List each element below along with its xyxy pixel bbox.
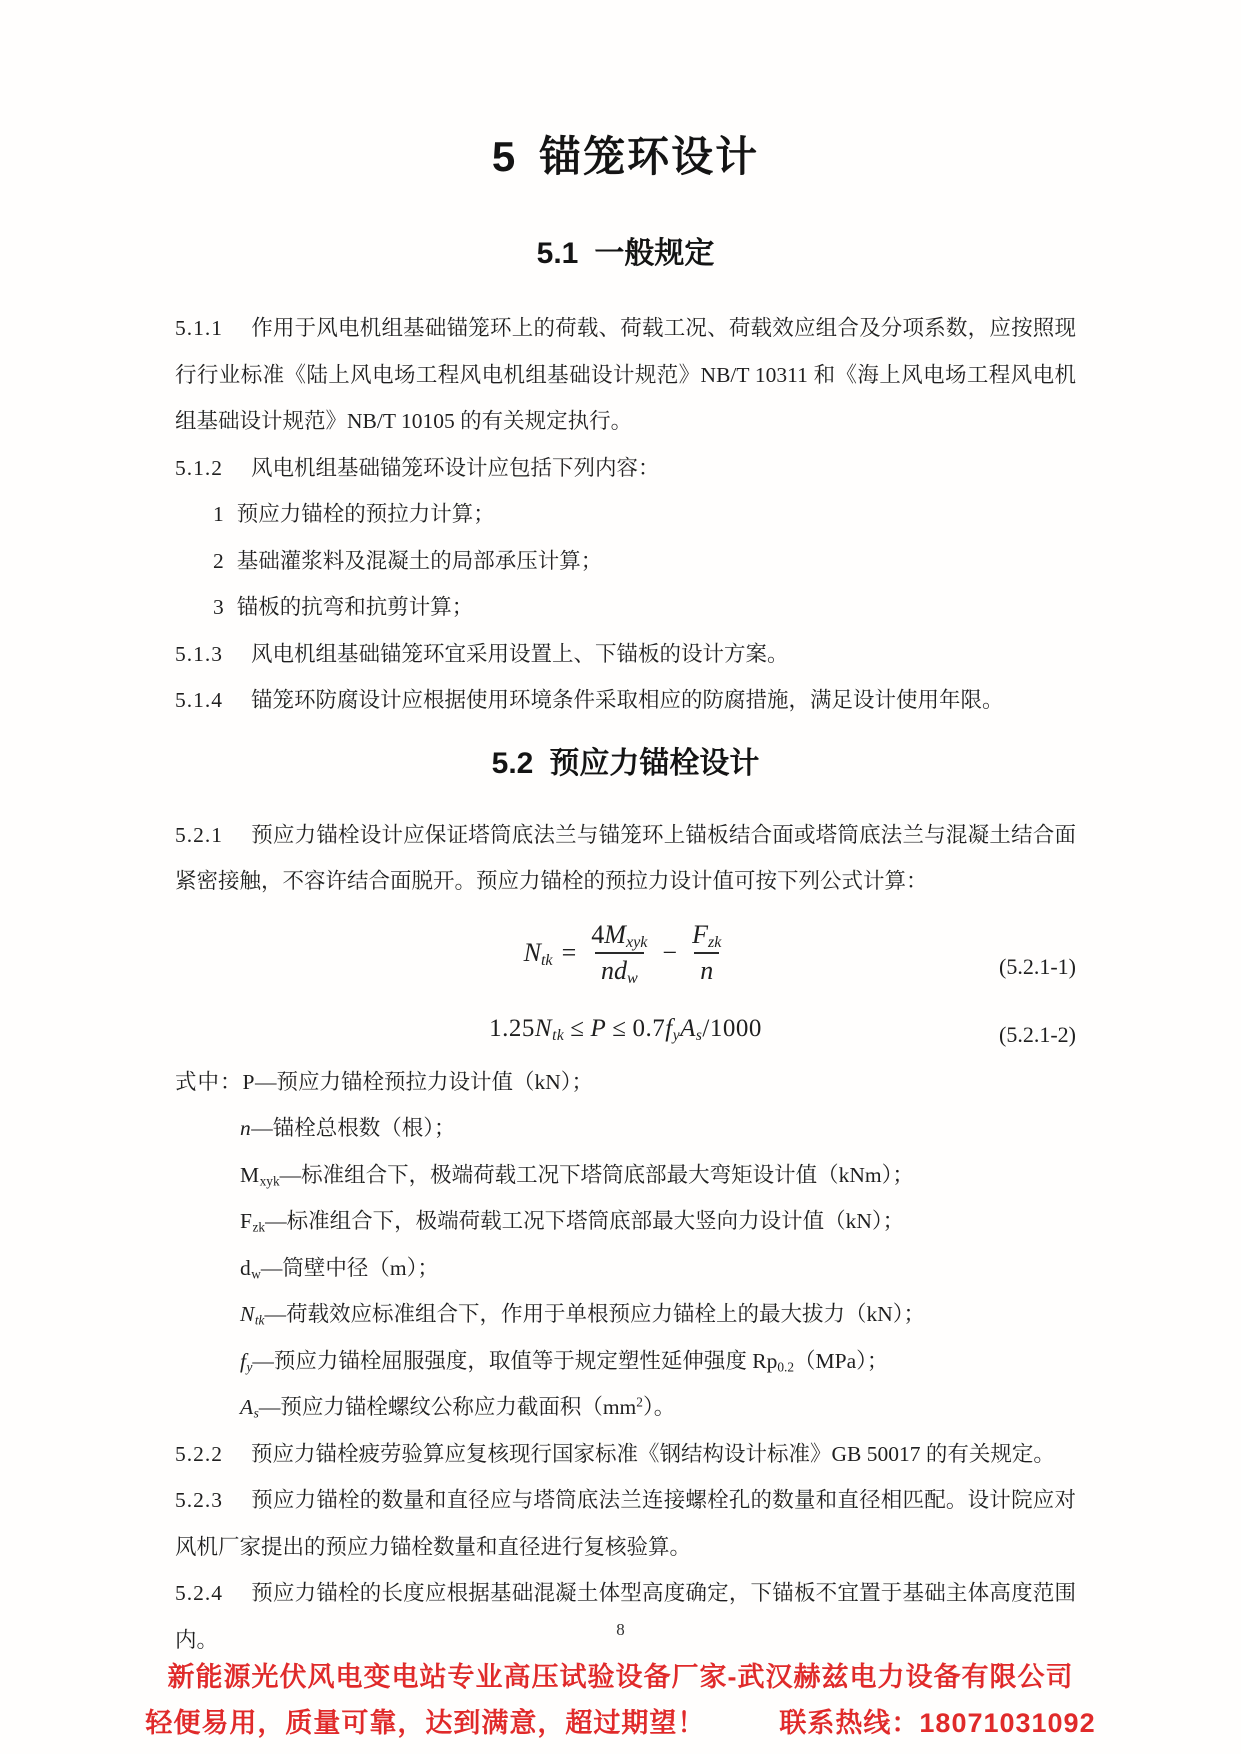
list-item (175, 491, 1076, 538)
footer-company-line: 新能源光伏风电变电站专业高压试验设备厂家-武汉赫兹电力设备有限公司 (167, 1662, 1074, 1692)
footer-slogan-line (88, 1700, 1153, 1746)
math-symbol: N (240, 1302, 255, 1326)
math-symbol: A (240, 1395, 254, 1419)
section-number: 5.2 (491, 746, 534, 780)
footer-contact-hotline: 联系热线：18071031092 (779, 1708, 1096, 1738)
def-row-fy: $f_y—$预应力锚栓屈服强度，取值等于规定塑性延伸强度 $Rp_{0.2}(MPa)$； (240, 1348, 889, 1374)
equation: $N_{tk}$ = $\frac{4M_{xyk}}{nd_w}$ − $\frac{F_{zk}}{n}$ (524, 921, 728, 986)
para-label: 5.1.1 (175, 316, 223, 340)
section-5-1-heading (175, 236, 1076, 272)
section-number: 5.1 (536, 237, 579, 270)
def-row-Ntk: $N_{tk}—$荷载效应标准组合下，作用于单根预应力锚栓上的最大拔力（kN）； (240, 1302, 925, 1328)
math-symbol: M (240, 1162, 260, 1187)
item-text: 基础灌浆料及混凝土的局部承压计算； (236, 548, 603, 573)
def-row-Mxyk: $M_{xyk}—$标准组合下，极端荷载工况下塔筒底部最大弯矩设计值（kNm）； (240, 1162, 914, 1188)
para-text: 锚笼环防腐设计应根据使用环境条件采取相应的防腐措施，满足设计使用年限。 (251, 688, 1004, 712)
para-5-2-2 (175, 1431, 1076, 1478)
math-symbol: P (242, 1069, 255, 1094)
def-row-n: n—锚栓总根数（根）； (240, 1116, 456, 1140)
para-5-2-4 (175, 1570, 1076, 1663)
chapter-name: 锚笼环设计 (539, 133, 760, 180)
para-label: 5.1.4 (175, 688, 223, 712)
math-symbol: d (240, 1255, 252, 1280)
equals-sign: = (561, 938, 577, 968)
where-label: 式中： (175, 1069, 243, 1094)
math-symbol: n (240, 1116, 252, 1140)
para-5-1-2 (175, 445, 1076, 492)
chapter-title (175, 0, 1076, 184)
math-symbol: N (523, 938, 541, 968)
item-number: 1 (213, 502, 224, 526)
item-text: 锚板的抗弯和抗剪计算； (236, 595, 474, 619)
para-text: 作用于风电机组基础锚笼环上的荷载、荷载工况、荷载效应组合及分项系数，应按照现行行业标准《陆上风电场工程风电机组基础设计规范》NB/T 10311 和《海上风电场工程风电机组基础设计规范》NB/T 10105 的有关规定执行。 (175, 316, 1076, 433)
para-label: 5.2.4 (175, 1581, 223, 1605)
item-number: 2 (213, 548, 224, 573)
def-row-As: $A_s—$预应力锚栓螺纹公称应力截面积$(mm^2)$。 (240, 1394, 676, 1421)
equation-number: (5.2.1-2) (999, 1021, 1076, 1047)
math-symbol: F (240, 1209, 253, 1233)
para-label: 5.1.2 (175, 455, 223, 480)
list-item (175, 538, 1076, 585)
para-text: 预应力锚栓设计应保证塔筒底法兰与锚笼环上锚板结合面或塔筒底法兰与混凝土结合面紧密接触，不容许结合面脱开。预应力锚栓的预拉力设计值可按下列公式计算： (175, 822, 1076, 893)
fraction: $\frac{4M_{xyk}}{nd_w}$ (591, 919, 648, 988)
para-text: 预应力锚栓的长度应根据基础混凝土体型高度确定，下锚板不宜置于基础主体高度范围内。 (175, 1581, 1076, 1652)
def-row-P: 式中：P—预应力锚栓预拉力设计值（kN）； (175, 1069, 594, 1094)
section-name: 一般规定 (594, 237, 715, 270)
para-text: 风电机组基础锚笼环宜采用设置上、下锚板的设计方案。 (251, 641, 789, 666)
def-row-dw: $d_w—$筒壁中径（m）； (240, 1255, 439, 1281)
footer-advertisement (88, 1655, 1153, 1746)
para-label: 5.1.3 (175, 641, 223, 666)
para-label: 5.2.3 (175, 1488, 223, 1512)
where-clause (175, 1059, 1076, 1431)
para-text: 预应力锚栓的数量和直径应与塔筒底法兰连接螺栓孔的数量和直径相匹配。设计院应对风机厂家提出的预应力锚栓数量和直径进行复核验算。 (175, 1488, 1076, 1559)
formula-5-2-1-1 (175, 921, 1076, 1013)
page-number: 8 (616, 1620, 625, 1639)
section-name: 预应力锚栓设计 (549, 746, 760, 780)
para-label: 5.2.1 (175, 822, 223, 847)
para-5-1-1 (175, 305, 1076, 445)
section-5-2-heading (175, 746, 1076, 782)
footer-slogan: 轻便易用，质量可靠，达到满意，超过期望！ (145, 1708, 706, 1738)
equation-number: (5.2.1-1) (999, 953, 1076, 979)
minus-sign: − (662, 938, 678, 968)
formula-5-2-1-2 (175, 1015, 1076, 1055)
para-5-2-3 (175, 1477, 1076, 1570)
para-5-1-3 (175, 631, 1076, 678)
para-5-1-4 (175, 677, 1076, 724)
para-label: 5.2.2 (175, 1441, 223, 1466)
para-5-2-1 (175, 812, 1076, 905)
para-text: 风电机组基础锚笼环设计应包括下列内容： (251, 455, 660, 480)
fraction: $\frac{F_{zk}}{n}$ (692, 919, 722, 986)
equation: $1.25N_{tk} \le P \le 0.7f_yA_s/1000$ (489, 1014, 762, 1044)
para-text: 预应力锚栓疲劳验算应复核现行国家标准《钢结构设计标准》GB 50017 的有关规定。 (251, 1441, 1055, 1466)
def-row-Fzk: $F_{zk}—$标准组合下，极端荷载工况下塔筒底部最大竖向力设计值（kN）； (240, 1209, 905, 1235)
item-number: 3 (213, 595, 224, 619)
chapter-number: 5 (491, 133, 518, 180)
math-symbol: f (240, 1348, 247, 1373)
item-text: 预应力锚栓的预拉力计算； (236, 502, 495, 526)
list-item (175, 584, 1076, 631)
